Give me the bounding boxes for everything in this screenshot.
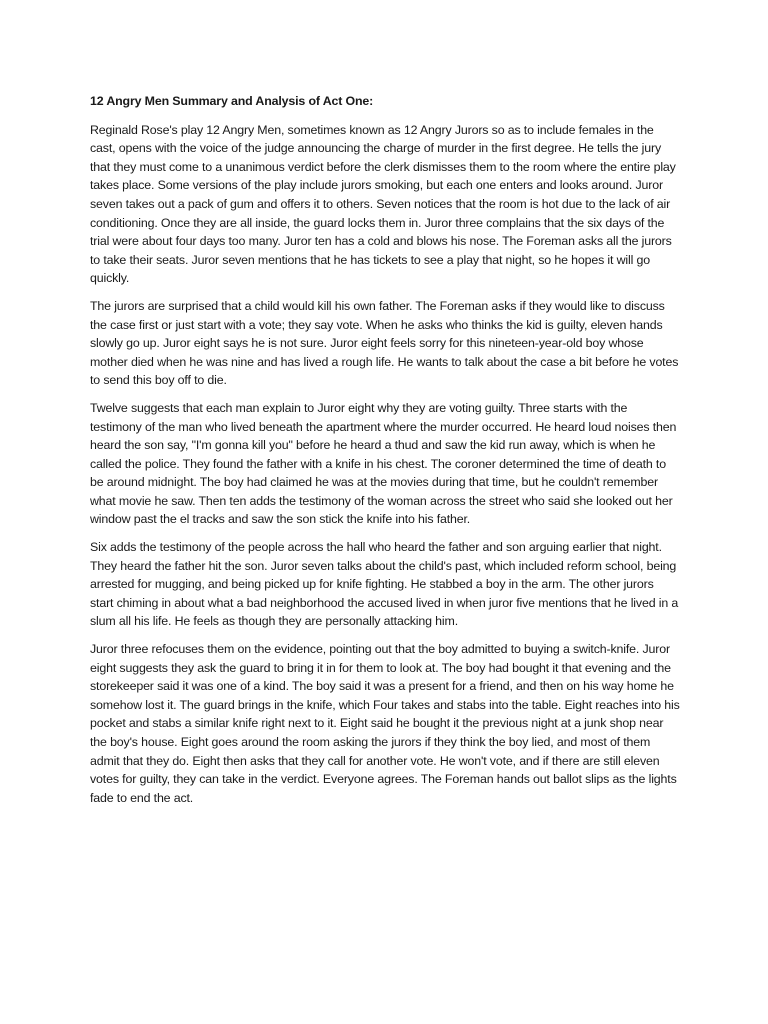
paragraph-2: The jurors are surprised that a child would kill his own father. The Foreman asks if they would like to discuss the case first or just start with a vote; they say vote. When he asks who thinks the kid is guilty, eleven hands slowly go up. Juror eight says he is not sure. Juror eight feels sorry for this nineteen-year-old boy whose mother died when he was nine and has lived a rough life. He wants to talk about the case a bit before he votes to send this boy off to die. (90, 298, 679, 388)
paragraph-1: Reginald Rose's play 12 Angry Men, sometimes known as 12 Angry Jurors so as to include females in the cast, opens with the voice of the judge announcing the charge of murder in the first degree. He tells the jury that they must come to a unanimous verdict before the clerk dismisses them to the room where the entire play takes place. Some versions of the play include jurors smoking, but each one enters and looks around. Juror seven takes out a pack of gum and offers it to others. Seven notices that the room is hot due to the lack of air conditioning. Once they are all inside, the guard locks them in. Juror three complains that the six days of the trial were about four days too many. Juror ten has a cold and blows his nose. The Foreman asks all the jurors to take their seats. Juror seven mentions that he has tickets to see a play that night, so he hopes it will go quickly. (90, 122, 676, 286)
paragraph-5: Juror three refocuses them on the evidence, pointing out that the boy admitted to buying a switch-knife. Juror eight suggests they ask the guard to bring it in for them to look at. The boy had bought it that evening and the storekeeper said it was one of a kind. The boy said it was a present for a friend, and then on his way home he somehow lost it. The guard brings in the knife, which Four takes and stabs into the table. Eight reaches into his pocket and stabs a similar knife right next to it. Eight said he bought it the previous night at a junk shop near the boy's house. Eight goes around the room asking the jurors if they think the boy lied, and most of them admit that they do. Eight then asks that they call for another vote. He won't vote, and if there are still eleven votes for guilty, they can take in the verdict. Everyone agrees. The Foreman hands out ballot slips as the lights fade to end the act. (90, 642, 680, 805)
document-title: 12 Angry Men Summary and Analysis of Act One: (90, 94, 374, 108)
paragraph-4: Six adds the testimony of the people across the hall who heard the father and son arguing earlier that night. They heard the father hit the son. Juror seven talks about the child's past, which included reform school, being arrested for mugging, and being picked up for knife fighting. He stabbed a boy in the arm. The other jurors start chiming in about what a bad neighborhood the accused lived in when juror five mentions that he lived in a slum all his life. He feels as though they are personally attacking him. (90, 540, 679, 629)
document-page (90, 92, 680, 816)
paragraph-3: Twelve suggests that each man explain to Juror eight why they are voting guilty. Three starts with the testimony of the man who lived beneath the apartment where the murder occurred. He heard loud noises then heard the son say, "I'm gonna kill you" before he heard a thud and saw the kid run away, which is when he called the police. They found the father with a knife in his chest. The coroner determined the time of death to be around midnight. The boy had claimed he was at the movies during that time, but he couldn't remember what movie he saw. Then ten adds the testimony of the woman across the street who said she looked out her window past the el tracks and saw the son stick the knife into his father. (90, 400, 677, 527)
